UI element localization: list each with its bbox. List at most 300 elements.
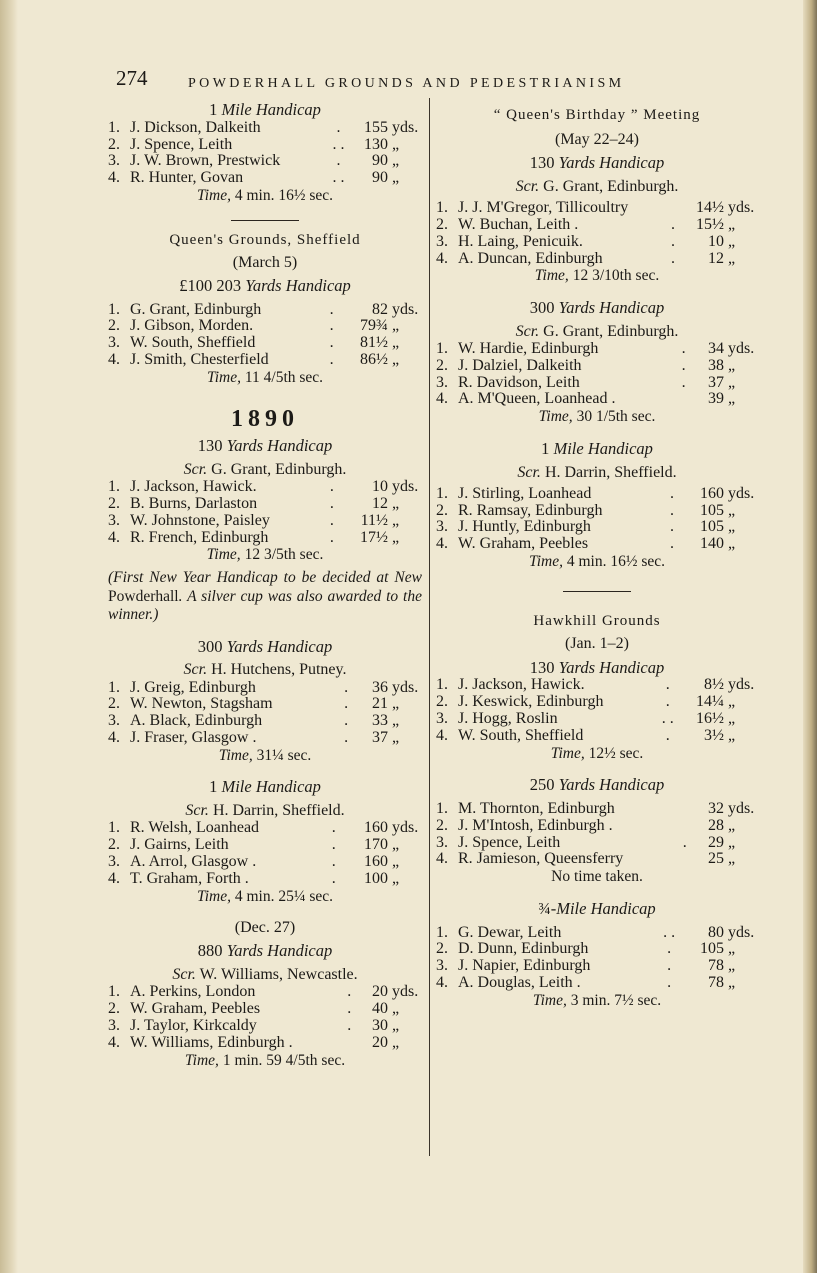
entry-row	[108, 120, 422, 137]
entry-leader-dots: .	[331, 819, 336, 837]
meeting-date: (Dec. 27)	[234, 919, 296, 937]
entry-unit: yds.	[728, 800, 755, 818]
entry-leader-dots: .	[681, 339, 686, 357]
entry-name: W. South, Sheffield	[458, 726, 584, 744]
running-head: POWDERHALL GROUNDS AND PEDESTRIANISM	[188, 76, 625, 91]
scratch-line: Scr. H. Darrin, Sheffield.	[517, 463, 677, 481]
entry-unit: „	[392, 869, 400, 887]
entry-unit: „	[728, 816, 736, 834]
entry-position: 4.	[436, 726, 448, 744]
entry-row	[436, 694, 758, 711]
entry-leader-dots: .	[670, 249, 675, 267]
entry-name: W. Hardie, Edinburgh	[458, 339, 599, 357]
meeting-date: (March 5)	[232, 253, 298, 271]
entry-handicap: 37	[372, 729, 388, 747]
entry-position: 1.	[108, 118, 120, 136]
entry-position: 3.	[436, 232, 448, 250]
entry-name: G. Grant, Edinburgh	[130, 300, 262, 318]
entry-row	[436, 975, 758, 992]
venue-heading: Hawkhill Grounds	[533, 613, 661, 630]
race-time: Time, 1 min. 59 4/5th sec.	[184, 1051, 346, 1069]
entry-position: 4.	[436, 974, 448, 992]
results-table	[108, 120, 422, 187]
entry-handicap: 33	[372, 712, 388, 730]
entry-position: 3.	[436, 518, 448, 536]
entry-leader-dots: .	[329, 350, 334, 368]
entry-unit: „	[392, 695, 400, 713]
entry-row	[436, 925, 758, 942]
entry-row	[108, 1001, 422, 1018]
entry-unit: „	[728, 232, 736, 250]
entry-position: 2.	[108, 494, 120, 512]
entry-position: 3.	[108, 1016, 120, 1034]
entry-unit: yds.	[392, 118, 419, 136]
entry-leader-dots: .	[347, 983, 352, 1001]
entry-unit: „	[728, 215, 736, 233]
entry-name: W. Graham, Peebles	[458, 535, 589, 553]
entry-row	[436, 519, 758, 536]
entry-leader-dots: .	[329, 511, 334, 529]
entry-handicap: 21	[372, 695, 388, 713]
entry-handicap: 79¾	[360, 317, 388, 335]
entry-row	[108, 854, 422, 871]
entry-leader-dots: .	[347, 1016, 352, 1034]
entry-name: A. M'Queen, Loanhead .	[458, 390, 616, 408]
entry-handicap: 14¼	[696, 693, 724, 711]
entry-name: R. Welsh, Loanhead	[130, 819, 260, 837]
entry-position: 3.	[108, 334, 120, 352]
race-title: 1 Mile Handicap	[541, 438, 653, 458]
entry-leader-dots	[667, 818, 703, 835]
entry-row	[108, 170, 422, 187]
entry-position: 2.	[108, 836, 120, 854]
results-table	[108, 479, 422, 546]
entry-row	[108, 335, 422, 352]
entry-position: 1.	[108, 983, 120, 1001]
entry-unit: „	[728, 356, 736, 374]
entry-leader-dots: . .	[661, 710, 674, 728]
entry-handicap: 140	[700, 535, 724, 553]
entry-leader-dots: .	[336, 118, 341, 136]
entry-handicap: 78	[708, 974, 724, 992]
entry-handicap: 105	[700, 940, 724, 958]
scratch-line: Scr. H. Hutchens, Putney.	[183, 661, 347, 679]
entry-unit: „	[728, 974, 736, 992]
entry-unit: „	[392, 334, 400, 352]
results-table	[108, 820, 422, 887]
venue-heading: Queen's Grounds, Sheffield	[169, 231, 361, 248]
entry-row	[436, 234, 758, 251]
entry-handicap: 39	[708, 390, 724, 408]
entry-handicap: 170	[364, 836, 388, 854]
entry-position: 3.	[108, 853, 120, 871]
entry-row	[108, 696, 422, 713]
entry-unit: yds.	[728, 339, 755, 357]
entry-unit: „	[392, 317, 400, 335]
entry-leader-dots	[666, 391, 702, 408]
entry-name: J. Dalziel, Dalkeith	[458, 356, 582, 374]
entry-handicap: 86½	[360, 350, 388, 368]
entry-leader-dots: .	[670, 518, 674, 536]
entry-handicap: 25	[708, 850, 724, 868]
entry-position: 2.	[436, 501, 448, 519]
race-time: Time, 12½ sec.	[550, 744, 644, 762]
entry-position: 1.	[108, 478, 120, 496]
race-time: Time, 31¼ sec.	[218, 746, 312, 764]
entry-handicap: 32	[708, 800, 724, 818]
entry-leader-dots: .	[347, 1000, 352, 1018]
entry-name: W. Johnstone, Paisley	[130, 511, 270, 529]
race-time: Time, 4 min. 16½ sec.	[196, 186, 334, 204]
entry-name: J. M'Intosh, Edinburgh .	[458, 816, 613, 834]
entry-unit: „	[728, 726, 736, 744]
entry-handicap: 12	[708, 249, 724, 267]
entry-name: J. Huntly, Edinburgh	[458, 518, 591, 536]
entry-name: J. Greig, Edinburgh	[130, 678, 256, 696]
entry-unit: „	[728, 693, 736, 711]
results-table	[436, 801, 758, 868]
entry-unit: yds.	[392, 678, 419, 696]
entry-leader-dots	[655, 200, 691, 217]
entry-position: 1.	[436, 923, 448, 941]
entry-name: W. South, Sheffield	[130, 334, 256, 352]
entry-handicap: 8½	[704, 676, 724, 694]
entry-row	[108, 352, 422, 369]
results-table	[436, 486, 758, 553]
entry-position: 4.	[436, 535, 448, 553]
book-spine-shadow	[0, 0, 18, 1273]
entry-handicap: 28	[708, 816, 724, 834]
race-title: 300 Yards Handicap	[197, 636, 333, 656]
entry-row	[108, 984, 422, 1001]
entry-row	[108, 302, 422, 319]
left-column	[108, 100, 422, 1070]
entry-row	[108, 318, 422, 335]
entry-handicap: 36	[372, 678, 388, 696]
race-time: Time, 11 4/5th sec.	[206, 368, 324, 386]
entry-leader-dots: .	[667, 957, 672, 975]
entry-unit: „	[392, 836, 400, 854]
footnote: (First New Year Handicap to be decided at New Powderhall. A silver cup was also awarded to the winner.)	[108, 568, 422, 624]
entry-leader-dots: . .	[663, 923, 676, 941]
entry-unit: yds.	[392, 478, 419, 496]
entry-leader-dots: .	[331, 869, 336, 887]
entry-row	[108, 837, 422, 854]
entry-unit: „	[728, 535, 736, 553]
entry-row	[436, 835, 758, 852]
entry-leader-dots: .	[667, 974, 672, 992]
entry-handicap: 37	[708, 373, 724, 391]
race-time: Time, 4 min. 25¼ sec.	[196, 887, 334, 905]
entry-row	[108, 137, 422, 154]
entry-unit: „	[392, 135, 400, 153]
entry-name: W. Newton, Stagsham	[130, 695, 273, 713]
entry-handicap: 160	[364, 853, 388, 871]
entry-unit: „	[392, 511, 400, 529]
entry-position: 3.	[108, 712, 120, 730]
entry-leader-dots	[331, 1035, 367, 1052]
entry-leader-dots: .	[670, 501, 674, 519]
entry-name: R. Jamieson, Queensferry	[458, 850, 624, 868]
entry-leader-dots: .	[329, 317, 334, 335]
entry-handicap: 34	[708, 339, 724, 357]
entry-handicap: 10	[372, 478, 388, 496]
entry-name: H. Laing, Penicuik.	[458, 232, 583, 250]
entry-handicap: 90	[372, 169, 388, 187]
entry-row	[108, 513, 422, 530]
entry-position: 3.	[108, 152, 120, 170]
entry-unit: „	[392, 1016, 400, 1034]
race-time: Time, 30 1/5th sec.	[538, 408, 656, 426]
entry-unit: „	[728, 850, 736, 868]
entry-name: M. Thornton, Edinburgh	[458, 800, 615, 818]
entry-unit: „	[728, 501, 736, 519]
entry-leader-dots: .	[331, 853, 336, 871]
entry-position: 4.	[108, 169, 120, 187]
scratch-line: Scr. G. Grant, Edinburgh.	[515, 177, 679, 195]
entry-position: 2.	[108, 695, 120, 713]
race-title: 250 Yards Handicap	[529, 775, 665, 795]
entry-position: 2.	[108, 317, 120, 335]
entry-leader-dots: .	[670, 215, 675, 233]
entry-name: B. Burns, Darlaston	[130, 494, 258, 512]
entry-unit: „	[728, 249, 736, 267]
entry-position: 3.	[436, 957, 448, 975]
entry-position: 4.	[436, 249, 448, 267]
entry-name: J. Gairns, Leith	[130, 836, 229, 854]
entry-row	[436, 728, 758, 745]
entry-position: 2.	[436, 356, 448, 374]
results-table	[108, 680, 422, 747]
entry-name: R. French, Edinburgh	[130, 528, 269, 546]
entry-position: 4.	[108, 528, 120, 546]
entry-row	[436, 536, 758, 553]
entry-name: T. Graham, Forth .	[130, 869, 249, 887]
race-title: 130 Yards Handicap	[529, 153, 665, 173]
race-time: Time, 4 min. 16½ sec.	[528, 552, 666, 570]
entry-unit: „	[392, 152, 400, 170]
entry-name: J. W. Brown, Prestwick	[130, 152, 281, 170]
entry-handicap: 80	[708, 923, 724, 941]
entry-row	[436, 958, 758, 975]
entry-name: J. Jackson, Hawick.	[458, 676, 585, 694]
entry-row	[108, 730, 422, 747]
race-title: 880 Yards Handicap	[197, 941, 333, 961]
entry-position: 2.	[436, 215, 448, 233]
section-rule	[563, 591, 631, 592]
entry-unit: yds.	[728, 484, 755, 502]
entry-row	[436, 217, 758, 234]
entry-name: A. Douglas, Leith .	[458, 974, 581, 992]
entry-unit: „	[392, 528, 400, 546]
entry-row	[436, 801, 758, 818]
entry-row	[436, 503, 758, 520]
entry-handicap: 12	[372, 494, 388, 512]
entry-leader-dots: .	[665, 693, 670, 711]
race-time: Time, 12 3/5th sec.	[206, 546, 324, 564]
entry-unit: „	[392, 712, 400, 730]
entry-name: J. Jackson, Hawick.	[130, 478, 257, 496]
section-rule	[231, 220, 299, 221]
entry-handicap: 40	[372, 1000, 388, 1018]
entry-leader-dots: .	[344, 678, 349, 696]
entry-name: J. Spence, Leith	[130, 135, 233, 153]
entry-position: 3.	[436, 833, 448, 851]
entry-leader-dots: .	[665, 726, 670, 744]
entry-row	[108, 1018, 422, 1035]
entry-unit: „	[392, 1033, 400, 1051]
entry-handicap: 160	[364, 819, 388, 837]
entry-position: 1.	[436, 199, 448, 217]
race-title: ¾-Mile Handicap	[538, 898, 656, 918]
entry-leader-dots: .	[681, 373, 686, 391]
entry-name: W. Williams, Edinburgh .	[130, 1033, 293, 1051]
entry-position: 4.	[108, 869, 120, 887]
entry-unit: „	[392, 350, 400, 368]
entry-position: 3.	[436, 373, 448, 391]
page-edge	[803, 0, 817, 1273]
year-heading: 1890	[231, 406, 299, 433]
results-table	[436, 341, 758, 408]
right-column	[436, 100, 758, 1010]
entry-row	[436, 391, 758, 408]
entry-handicap: 29	[708, 833, 724, 851]
entry-handicap: 105	[700, 518, 724, 536]
entry-unit: „	[392, 1000, 400, 1018]
entry-name: W. Graham, Peebles	[130, 1000, 261, 1018]
entry-unit: „	[392, 169, 400, 187]
entry-unit: „	[392, 729, 400, 747]
entry-row	[436, 851, 758, 868]
column-divider	[429, 98, 430, 1156]
entry-row	[436, 200, 758, 217]
entry-row	[108, 680, 422, 697]
entry-row	[436, 677, 758, 694]
entry-leader-dots: .	[667, 940, 672, 958]
entry-row	[108, 871, 422, 888]
entry-leader-dots: .	[329, 528, 334, 546]
no-time-note: No time taken.	[551, 868, 643, 886]
race-title: 130 Yards Handicap	[529, 657, 665, 677]
entry-name: R. Davidson, Leith	[458, 373, 580, 391]
race-time: Time, 3 min. 7½ sec.	[532, 991, 662, 1009]
entry-leader-dots: .	[681, 356, 686, 374]
entry-position: 2.	[108, 1000, 120, 1018]
entry-unit: yds.	[728, 923, 755, 941]
entry-leader-dots: .	[331, 836, 336, 854]
entry-handicap: 100	[364, 869, 388, 887]
entry-leader-dots: .	[329, 478, 334, 496]
entry-row	[108, 820, 422, 837]
entry-position: 4.	[436, 850, 448, 868]
entry-handicap: 160	[700, 484, 724, 502]
entry-position: 1.	[436, 339, 448, 357]
entry-position: 2.	[436, 816, 448, 834]
entry-row	[436, 358, 758, 375]
entry-leader-dots: .	[344, 712, 349, 730]
entry-handicap: 90	[372, 152, 388, 170]
entry-leader-dots: .	[665, 676, 670, 694]
meeting-date: (Jan. 1–2)	[565, 635, 629, 653]
entry-name: W. Buchan, Leith .	[458, 215, 579, 233]
entry-leader-dots: .	[670, 484, 674, 502]
entry-handicap: 14½	[696, 199, 724, 217]
entry-name: J. Stirling, Loanhead	[458, 484, 592, 502]
entry-name: J. Keswick, Edinburgh	[458, 693, 604, 711]
entry-name: J. Spence, Leith	[458, 833, 561, 851]
entry-name: J. Taylor, Kirkcaldy	[130, 1016, 257, 1034]
entry-name: J. Fraser, Glasgow .	[130, 729, 257, 747]
entry-position: 1.	[436, 484, 448, 502]
entry-position: 1.	[108, 819, 120, 837]
results-table	[436, 925, 758, 992]
entry-unit: „	[728, 710, 736, 728]
race-title: 130 Yards Handicap	[197, 436, 333, 456]
page-header	[116, 66, 716, 100]
entry-row	[108, 479, 422, 496]
entry-unit: „	[728, 833, 736, 851]
entry-handicap: 38	[708, 356, 724, 374]
entry-handicap: 82	[372, 300, 388, 318]
entry-row	[436, 375, 758, 392]
entry-unit: „	[392, 853, 400, 871]
entry-unit: „	[728, 373, 736, 391]
entry-position: 2.	[436, 940, 448, 958]
entry-unit: „	[728, 957, 736, 975]
entry-name: A. Perkins, London	[130, 983, 256, 1001]
race-title: 1 Mile Handicap	[209, 100, 321, 119]
entry-row	[436, 251, 758, 268]
entry-name: J. Napier, Edinburgh	[458, 957, 591, 975]
entry-leader-dots: . .	[332, 135, 345, 153]
race-title: 300 Yards Handicap	[529, 297, 665, 317]
entry-handicap: 20	[372, 983, 388, 1001]
scratch-line: Scr. G. Grant, Edinburgh.	[515, 322, 679, 340]
entry-leader-dots: .	[329, 300, 334, 318]
entry-unit: yds.	[728, 199, 755, 217]
entry-unit: yds.	[392, 300, 419, 318]
entry-unit: „	[728, 940, 736, 958]
scratch-line: Scr. G. Grant, Edinburgh.	[183, 460, 347, 478]
entry-handicap: 10	[708, 232, 724, 250]
race-title: £100 203 Yards Handicap	[179, 275, 351, 295]
entry-leader-dots: .	[344, 729, 349, 747]
entry-unit: yds.	[392, 819, 419, 837]
entry-name: R. Hunter, Govan	[130, 169, 244, 187]
entry-handicap: 155	[364, 118, 388, 136]
race-title: 1 Mile Handicap	[209, 777, 321, 797]
entry-leader-dots: . .	[332, 169, 345, 187]
entry-name: J. Hogg, Roslin	[458, 710, 558, 728]
entry-row	[436, 711, 758, 728]
entry-row	[108, 530, 422, 547]
entry-name: R. Ramsay, Edinburgh	[458, 501, 603, 519]
entry-leader-dots: .	[329, 334, 334, 352]
entry-name: A. Duncan, Edinburgh	[458, 249, 603, 267]
entry-row	[108, 153, 422, 170]
entry-handicap: 11½	[360, 511, 388, 529]
entry-handicap: 20	[372, 1033, 388, 1051]
results-table	[436, 677, 758, 744]
entry-leader-dots: .	[670, 232, 675, 250]
entry-leader-dots: .	[670, 535, 674, 553]
entry-leader-dots	[667, 851, 703, 868]
entry-name: A. Black, Edinburgh	[130, 712, 263, 730]
entry-handicap: 130	[364, 135, 388, 153]
race-time: Time, 12 3/10th sec.	[534, 267, 660, 285]
entry-unit: „	[728, 390, 736, 408]
results-table	[108, 984, 422, 1051]
